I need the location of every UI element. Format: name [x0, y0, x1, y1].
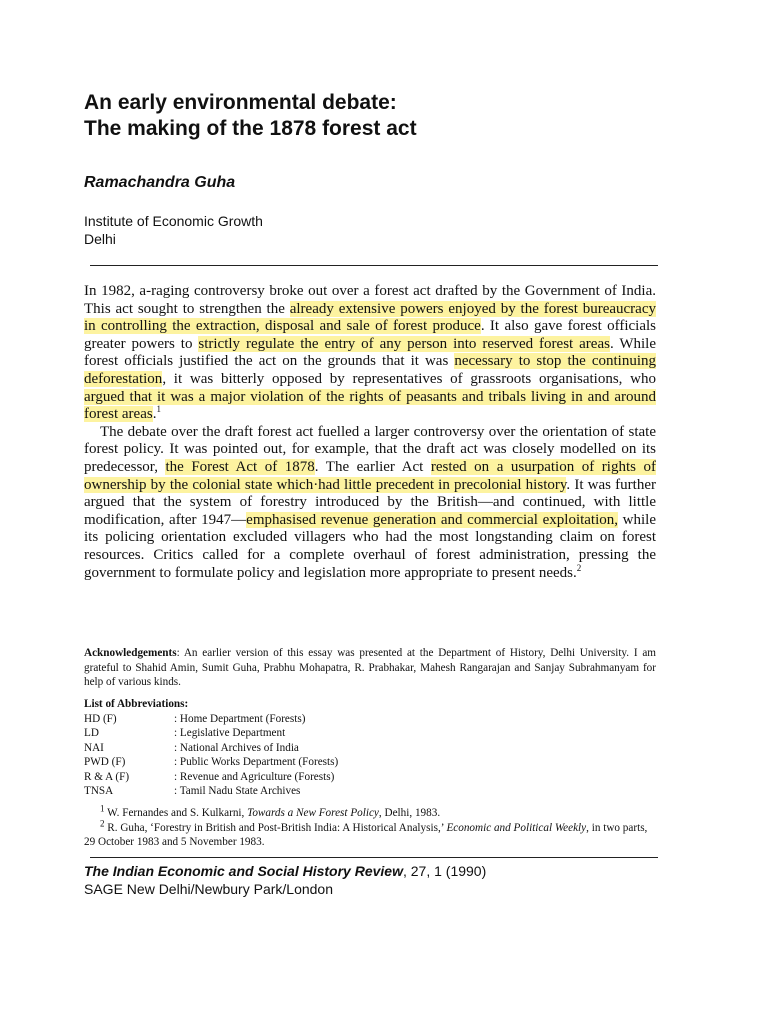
highlight: necessary to stop the continuing deforestation — [84, 353, 656, 387]
article-title — [84, 90, 658, 142]
footnote-ref: 2 — [576, 562, 582, 573]
highlight: argued that it was a major violation of the rights of peasants and tribals living in and around forest areas — [84, 388, 656, 423]
abbreviation-code: NAI — [84, 741, 104, 754]
footer-divider — [90, 857, 658, 858]
highlight: strictly regulate the entry of any person into reserved forest areas — [198, 335, 610, 352]
abbreviation-desc: : Revenue and Agriculture (Forests) — [174, 770, 335, 783]
journal-line — [84, 862, 658, 880]
author-name: Ramachandra Guha — [84, 174, 236, 191]
journal-publisher: SAGE New Delhi/Newbury Park/London — [84, 881, 334, 897]
acknowledgements-text: : An earlier version of this essay was presented at the Department of History, Delhi University. I am grateful to Shahid Amin, Sumit Guha, Prabhu Mohapatra, R. Prabhakar, Mahesh Rangarajan and Sanjay Subrahmanyam for help of various kinds. — [84, 647, 656, 688]
abbreviation-code: HD (F) — [84, 712, 117, 725]
affiliation-institute: Institute of Economic Growth — [84, 213, 263, 229]
title-line-2: The making of the 1878 forest act — [84, 117, 417, 140]
abbreviation-desc: : National Archives of India — [174, 741, 299, 754]
journal-title: The Indian Economic and Social History Review — [84, 863, 403, 879]
abbreviation-row — [84, 784, 656, 799]
highlight: already extensive powers enjoyed by the forest bureaucracy in controlling the extraction, disposal and sale of forest produce — [84, 300, 656, 335]
footnotes — [84, 803, 656, 850]
article-body — [84, 283, 656, 582]
abbreviations-heading: List of Abbreviations: — [84, 698, 189, 710]
abbreviation-desc: : Tamil Nadu State Archives — [174, 785, 301, 797]
abbreviation-row — [84, 726, 656, 741]
abbreviation-desc: : Legislative Department — [174, 727, 286, 739]
abbreviation-row — [84, 755, 656, 770]
footnote-2: $^2$ R. Guha, ‘Forestry in British and Post-British India: A Historical Analysis,’ Economic and Political Weekly, in two parts, 29 October 1983 and 5 November 1983. — [84, 817, 648, 848]
affiliation-city: Delhi — [84, 231, 116, 247]
abbreviation-code: TNSA — [84, 785, 114, 797]
paragraph-1: In 1982, a-raging controversy broke out over a forest act drafted by the Government of India. This act sought to strengthen the already extensive powers enjoyed by the forest bureaucracy in controlling the extraction, disposal and sale of forest produce. It also gave forest officials greater powers to strictly regulate the entry of any person into reserved forest areas. While forest officials justified the act on the grounds that it was necessary to stop the continuing deforestation, it was bitterly opposed by representatives of grassroots organisations, who argued that it was a major violation of the rights of peasants and tribals living in and around forest areas.$^1$ — [84, 283, 657, 423]
affiliation — [84, 212, 263, 248]
highlight: emphasised revenue generation and commercial exploitation, — [246, 511, 619, 528]
journal-citation — [84, 862, 658, 898]
highlight: the Forest Act of 1878 — [165, 458, 315, 475]
abbreviation-code: LD — [84, 727, 99, 739]
paragraph-2: The debate over the draft forest act fuelled a larger controversy over the orientation of state forest policy. It was pointed out, for example, that the draft act was closely modelled on its predecessor, the Forest Act of 1878. The earlier Act rested on a usurpation of rights of ownership by the colonial state which·had little precedent in precolonial history. It was further argued that the system of forestry introduced by the British—and continued, with little modification, after 1947—emphasised revenue generation and commercial exploitation, while its policing orientation excluded villagers who had the most longstanding claim on forest resources. Critics called for a complete overhaul of forest administration, pressing the government to formulate policy and legislation more appropriate to present needs.$^2$ — [84, 423, 656, 581]
header-divider — [90, 265, 658, 266]
abbreviation-row — [84, 770, 656, 785]
abbreviation-row — [84, 712, 656, 727]
title-line-1: An early environmental debate: — [84, 91, 397, 114]
abbreviations-list — [84, 697, 656, 799]
abbreviation-desc: : Home Department (Forests) — [174, 712, 306, 725]
highlight: rested on a usurpation of rights of ownership by the colonial state which·had little precedent in precolonial history — [84, 458, 656, 493]
abbreviation-row — [84, 741, 656, 756]
abbreviation-code: R & A (F) — [84, 770, 130, 783]
abbreviation-desc: : Public Works Department (Forests) — [174, 756, 339, 768]
acknowledgements — [84, 646, 656, 690]
footnote-1: $^1$ W. Fernandes and S. Kulkarni, Towards a New Forest Policy, Delhi, 1983. — [100, 803, 441, 819]
journal-issue: , 27, 1 (1990) — [402, 863, 487, 879]
footnote-ref: 1 — [156, 404, 161, 415]
acknowledgements-label: Acknowledgements — [84, 647, 177, 659]
abbreviation-code: PWD (F) — [84, 756, 126, 768]
